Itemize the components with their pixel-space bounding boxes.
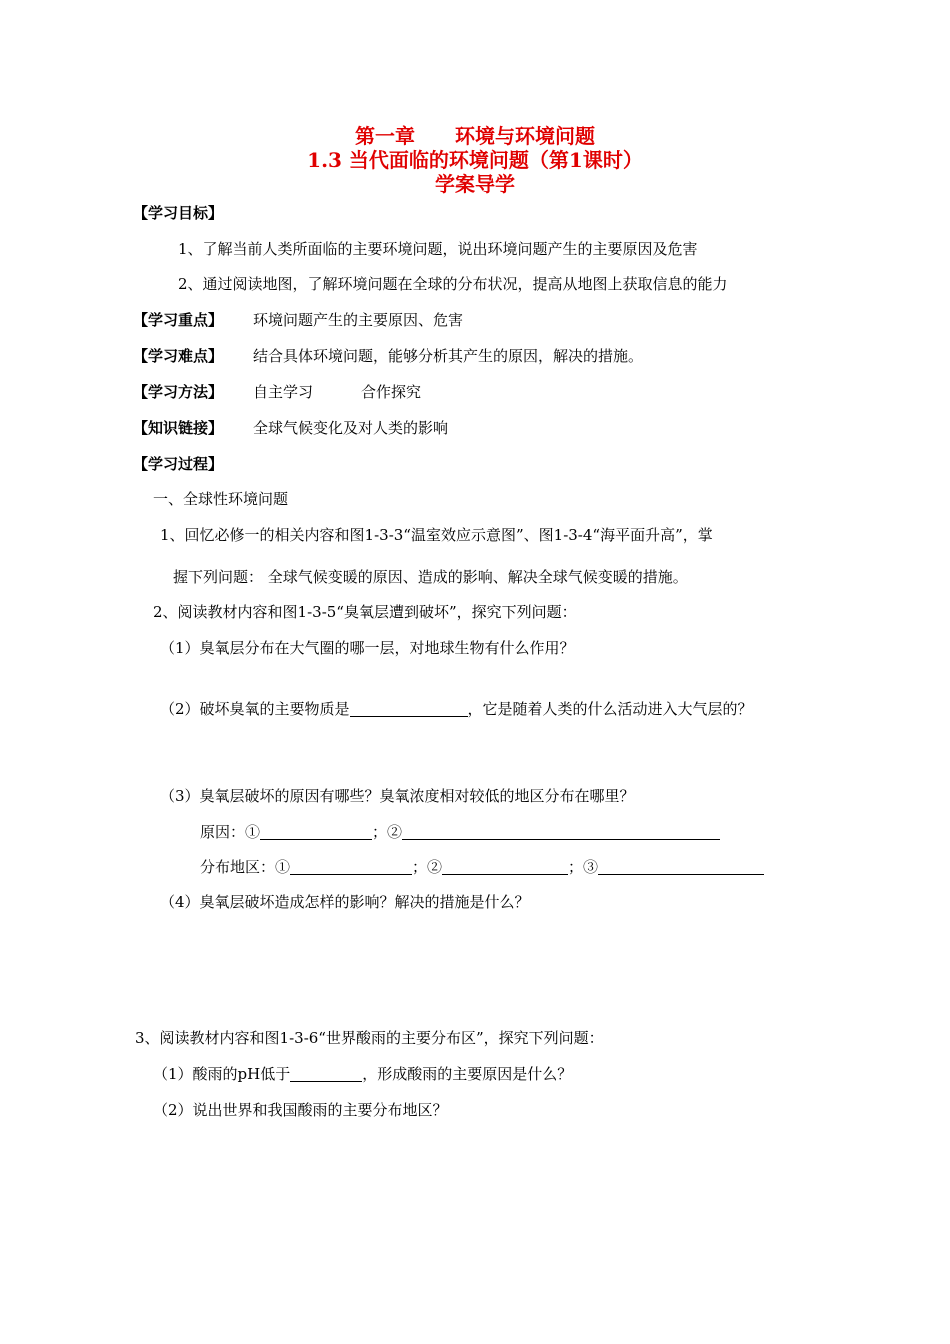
answer-blank[interactable] [290,858,412,875]
goals-label: 【学习目标】 [133,204,224,222]
question-2-3: （3）臭氧层破坏的原因有哪些？臭氧浓度相对较低的地区分布在哪里？ [160,787,635,805]
difficulties-label: 【学习难点】 [133,347,224,365]
method-2: 合作探究 [361,383,422,401]
lesson-title: 1.3 当代面临的环境问题（第1课时） [307,148,643,172]
subtitle: 学案导学 [435,172,515,196]
key-points-row [133,310,463,330]
links-text: 全球气候变化及对人类的影响 [253,419,449,437]
reason-separator: ；② [372,823,403,841]
area-separator-2: ；② [412,858,443,876]
answer-blank[interactable] [260,823,372,840]
question-3-1-end: ，形成酸雨的主要原因是什么？ [362,1065,573,1083]
question-2-2-start: （2）破坏臭氧的主要物质是 [160,700,350,718]
question-3-2: （2）说出世界和我国酸雨的主要分布地区？ [153,1101,448,1119]
difficulties-row [133,346,643,366]
links-label: 【知识链接】 [133,419,224,437]
question-2-2 [160,699,753,719]
methods-label: 【学习方法】 [133,383,224,401]
answer-blank[interactable] [442,858,568,875]
answer-blank[interactable] [350,700,468,717]
question-2: 2、阅读教材内容和图1-3-5“臭氧层遭到破坏”，探究下列问题： [153,603,577,621]
area-row [200,857,764,877]
chapter-name: 环境与环境问题 [455,124,595,148]
process-label: 【学习过程】 [133,455,224,473]
key-points-label: 【学习重点】 [133,311,224,329]
links-row [133,418,448,438]
chapter-number: 第一章 [355,124,415,148]
answer-blank[interactable] [598,858,764,875]
area-separator-3: ；③ [568,858,599,876]
area-label: 分布地区：① [200,858,291,876]
difficulties-text: 结合具体环境问题，能够分析其产生的原因，解决的措施。 [253,347,644,365]
chapter-title [0,124,950,148]
reason-label: 原因：① [200,823,261,841]
goal-item-1: 1、了解当前人类所面临的主要环境问题，说出环境问题产生的主要原因及危害 [178,240,698,258]
question-3: 3、阅读教材内容和图1-3-6“世界酸雨的主要分布区”，探究下列问题： [135,1029,604,1047]
question-1-line-1: 1、回忆必修一的相关内容和图1-3-3“温室效应示意图”、图1-3-4“海平面升高”，掌 [160,526,713,544]
goal-item-2: 2、通过阅读地图，了解环境问题在全球的分布状况，提高从地图上获取信息的能力 [178,275,728,293]
methods-row [133,382,421,402]
section-1-heading: 一、全球性环境问题 [153,490,289,508]
question-2-1: （1）臭氧层分布在大气圈的哪一层，对地球生物有什么作用？ [160,639,575,657]
question-2-4: （4）臭氧层破坏造成怎样的影响？解决的措施是什么？ [160,893,530,911]
question-3-1-start: （1）酸雨的pH低于 [153,1065,291,1083]
question-3-1 [153,1064,572,1084]
reason-row [200,822,720,842]
answer-blank[interactable] [290,1065,362,1082]
question-1-line-2: 握下列问题： 全球气候变暖的原因、造成的影响、解决全球气候变暖的措施。 [173,568,688,586]
question-2-2-end: ，它是随着人类的什么活动进入大气层的？ [467,700,753,718]
method-1: 自主学习 [253,383,314,401]
key-points-text: 环境问题产生的主要原因、危害 [253,311,464,329]
answer-blank[interactable] [402,823,720,840]
